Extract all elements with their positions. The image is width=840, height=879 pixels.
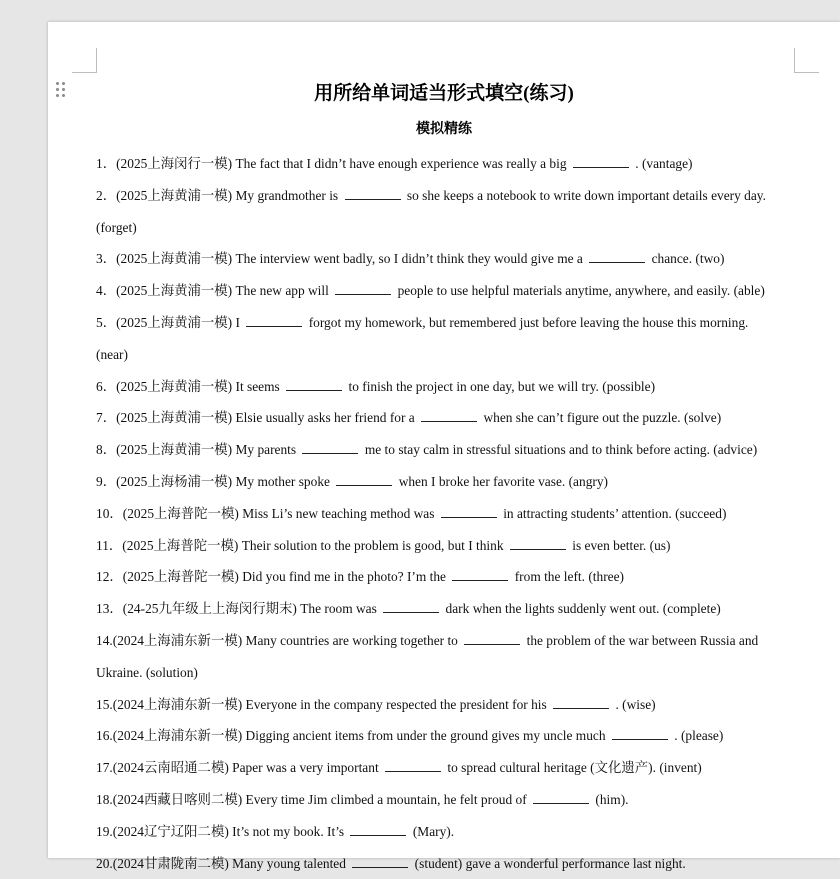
question-number: 12． bbox=[96, 569, 123, 585]
question-source: (2025上海普陀一模) bbox=[122, 569, 239, 585]
question-text-after: dark when the lights suddenly went out. (complete) bbox=[445, 601, 721, 617]
question-item bbox=[96, 752, 812, 784]
question-source: (2024上海浦东新一模) bbox=[112, 728, 243, 744]
question-text-before: It seems bbox=[235, 378, 280, 394]
question-text-before: The interview went badly, so I didn’t think they would give me a bbox=[235, 251, 583, 267]
question-source: (24-25九年级上上海闵行期末) bbox=[122, 601, 297, 617]
question-item bbox=[96, 784, 812, 816]
answer-blank[interactable] bbox=[345, 187, 401, 200]
document-title: 用所给单词适当形式填空(练习) bbox=[314, 83, 574, 104]
answer-blank[interactable] bbox=[385, 759, 441, 772]
question-number: 18. bbox=[96, 791, 113, 807]
question-source: (2024西藏日喀则二模) bbox=[112, 791, 243, 807]
question-number: 5． bbox=[96, 314, 117, 330]
question-text-after: when she can’t figure out the puzzle. (solve) bbox=[483, 410, 722, 426]
question-text-after: to spread cultural heritage (文化遗产). (invent) bbox=[447, 760, 702, 776]
question-item bbox=[96, 689, 812, 721]
answer-blank[interactable] bbox=[589, 250, 645, 263]
question-text-after: (Mary). bbox=[412, 823, 455, 839]
answer-blank[interactable] bbox=[533, 791, 589, 804]
question-text-after: chance. (two) bbox=[651, 251, 725, 267]
answer-blank[interactable] bbox=[335, 282, 391, 295]
margin-corner-mark-right bbox=[794, 48, 819, 73]
question-text-before: My parents bbox=[235, 442, 297, 458]
answer-blank[interactable] bbox=[441, 505, 497, 518]
question-item bbox=[96, 561, 812, 593]
question-item bbox=[96, 243, 812, 275]
question-source: (2025上海黄浦一模) bbox=[116, 314, 233, 330]
question-text-before: Did you find me in the photo? I’m the bbox=[242, 569, 446, 585]
question-text-before: My grandmother is bbox=[235, 187, 339, 203]
answer-blank[interactable] bbox=[336, 473, 392, 486]
answer-blank[interactable] bbox=[464, 632, 520, 645]
question-item bbox=[96, 816, 812, 848]
question-number: 10． bbox=[96, 505, 123, 521]
question-text-before: Elsie usually asks her friend for a bbox=[235, 410, 415, 426]
question-source: (2024云南昭通二模) bbox=[112, 760, 229, 776]
question-number: 14. bbox=[96, 632, 113, 648]
question-number: 17. bbox=[96, 760, 113, 776]
question-source: (2025上海黄浦一模) bbox=[116, 251, 233, 267]
section-subtitle: 模拟精练 bbox=[416, 122, 472, 137]
question-text-before: Many young talented bbox=[232, 855, 346, 871]
question-text-after: (him). bbox=[595, 791, 629, 807]
question-number: 1． bbox=[96, 156, 117, 171]
question-item bbox=[96, 275, 812, 307]
question-text-before: Paper was a very important bbox=[232, 760, 379, 776]
question-text-before: The new app will bbox=[235, 283, 329, 299]
question-source: (2024上海浦东新一模) bbox=[112, 632, 243, 648]
question-text-after: so she keeps a notebook to write down important details every day. bbox=[406, 187, 766, 203]
answer-blank[interactable] bbox=[352, 855, 408, 868]
question-source: (2025上海闵行一模) bbox=[116, 156, 233, 171]
question-item bbox=[96, 720, 812, 752]
question-continuation: (near) bbox=[96, 346, 128, 362]
question-item bbox=[96, 530, 812, 562]
question-text-after: from the left. (three) bbox=[514, 569, 625, 585]
answer-blank[interactable] bbox=[302, 441, 358, 454]
question-item bbox=[96, 434, 812, 466]
question-list bbox=[96, 148, 812, 879]
answer-blank[interactable] bbox=[383, 600, 439, 613]
question-number: 9． bbox=[96, 473, 117, 489]
document-page bbox=[48, 22, 840, 871]
question-number: 7． bbox=[96, 410, 117, 426]
question-text-after: the problem of the war between Russia and bbox=[526, 632, 759, 648]
question-text-before: Everyone in the company respected the president for his bbox=[245, 696, 547, 712]
question-text-before: Digging ancient items from under the ground gives my uncle much bbox=[245, 728, 606, 744]
question-item bbox=[96, 180, 812, 212]
question-text-before: My mother spoke bbox=[235, 473, 330, 489]
question-text-after: me to stay calm in stressful situations and to think before acting. (advice) bbox=[364, 442, 758, 458]
question-text-after: in attracting students’ attention. (succeed) bbox=[503, 505, 727, 521]
question-source: (2025上海黄浦一模) bbox=[116, 442, 233, 458]
question-item bbox=[96, 498, 812, 530]
question-text-before: Every time Jim climbed a mountain, he felt proud of bbox=[245, 791, 527, 807]
question-item bbox=[96, 625, 812, 657]
answer-blank[interactable] bbox=[246, 314, 302, 327]
question-text-before: Their solution to the problem is good, but I think bbox=[241, 537, 504, 553]
question-item bbox=[96, 593, 812, 625]
question-text-before: The room was bbox=[300, 601, 377, 617]
question-number: 3． bbox=[96, 251, 117, 267]
question-item bbox=[96, 307, 812, 339]
answer-blank[interactable] bbox=[350, 823, 406, 836]
question-number: 11． bbox=[96, 537, 123, 553]
question-text-before: It’s not my book. It’s bbox=[232, 823, 345, 839]
question-source: (2025上海黄浦一模) bbox=[116, 283, 233, 299]
question-text-before: Many countries are working together to bbox=[245, 632, 458, 648]
question-text-before: Miss Li’s new teaching method was bbox=[242, 505, 435, 521]
question-text-after: people to use helpful materials anytime, anywhere, and easily. (able) bbox=[397, 283, 765, 299]
question-number: 2． bbox=[96, 187, 117, 203]
question-source: (2024甘肃陇南二模) bbox=[112, 855, 229, 871]
drag-handle-icon[interactable] bbox=[56, 82, 66, 98]
question-continuation: (forget) bbox=[96, 219, 137, 235]
question-item bbox=[96, 848, 812, 879]
question-text-after: (student) gave a wonderful performance last night. bbox=[414, 855, 686, 871]
answer-blank[interactable] bbox=[510, 537, 566, 550]
answer-blank[interactable] bbox=[573, 155, 629, 168]
question-source: (2025上海普陀一模) bbox=[122, 537, 239, 553]
question-number: 8． bbox=[96, 442, 117, 458]
question-number: 13． bbox=[96, 601, 123, 617]
answer-blank[interactable] bbox=[612, 727, 668, 740]
question-source: (2024辽宁辽阳二模) bbox=[112, 823, 229, 839]
question-item bbox=[96, 466, 812, 498]
answer-blank[interactable] bbox=[421, 409, 477, 422]
question-source: (2025上海黄浦一模) bbox=[116, 378, 233, 394]
question-text-after: . (wise) bbox=[615, 696, 656, 712]
question-text-after: forgot my homework, but remembered just before leaving the house this morning. bbox=[308, 314, 749, 330]
question-source: (2025上海普陀一模) bbox=[122, 505, 239, 521]
question-item bbox=[96, 402, 812, 434]
answer-blank[interactable] bbox=[553, 696, 609, 709]
question-continuation: Ukraine. (solution) bbox=[96, 664, 198, 680]
question-text-before: The fact that I didn’t have enough experience was really a big bbox=[235, 156, 567, 171]
answer-blank[interactable] bbox=[452, 568, 508, 581]
question-number: 19. bbox=[96, 823, 113, 839]
question-text-before: I bbox=[235, 314, 240, 330]
question-number: 15. bbox=[96, 696, 113, 712]
question-text-after: when I broke her favorite vase. (angry) bbox=[398, 473, 609, 489]
question-source: (2025上海黄浦一模) bbox=[116, 410, 233, 426]
question-text-after: is even better. (us) bbox=[572, 537, 671, 553]
question-source: (2024上海浦东新一模) bbox=[112, 696, 243, 712]
question-source: (2025上海杨浦一模) bbox=[116, 473, 233, 489]
question-number: 16. bbox=[96, 728, 113, 744]
margin-corner-mark-left bbox=[72, 48, 97, 73]
question-text-after: . (please) bbox=[674, 728, 724, 744]
question-item bbox=[96, 148, 812, 180]
question-item bbox=[96, 371, 812, 403]
question-number: 4． bbox=[96, 283, 117, 299]
question-source: (2025上海黄浦一模) bbox=[116, 187, 233, 203]
question-number: 6． bbox=[96, 378, 117, 394]
question-text-after: . (vantage) bbox=[635, 156, 693, 171]
question-number: 20. bbox=[96, 855, 113, 871]
question-text-after: to finish the project in one day, but we will try. (possible) bbox=[348, 378, 656, 394]
answer-blank[interactable] bbox=[286, 378, 342, 391]
